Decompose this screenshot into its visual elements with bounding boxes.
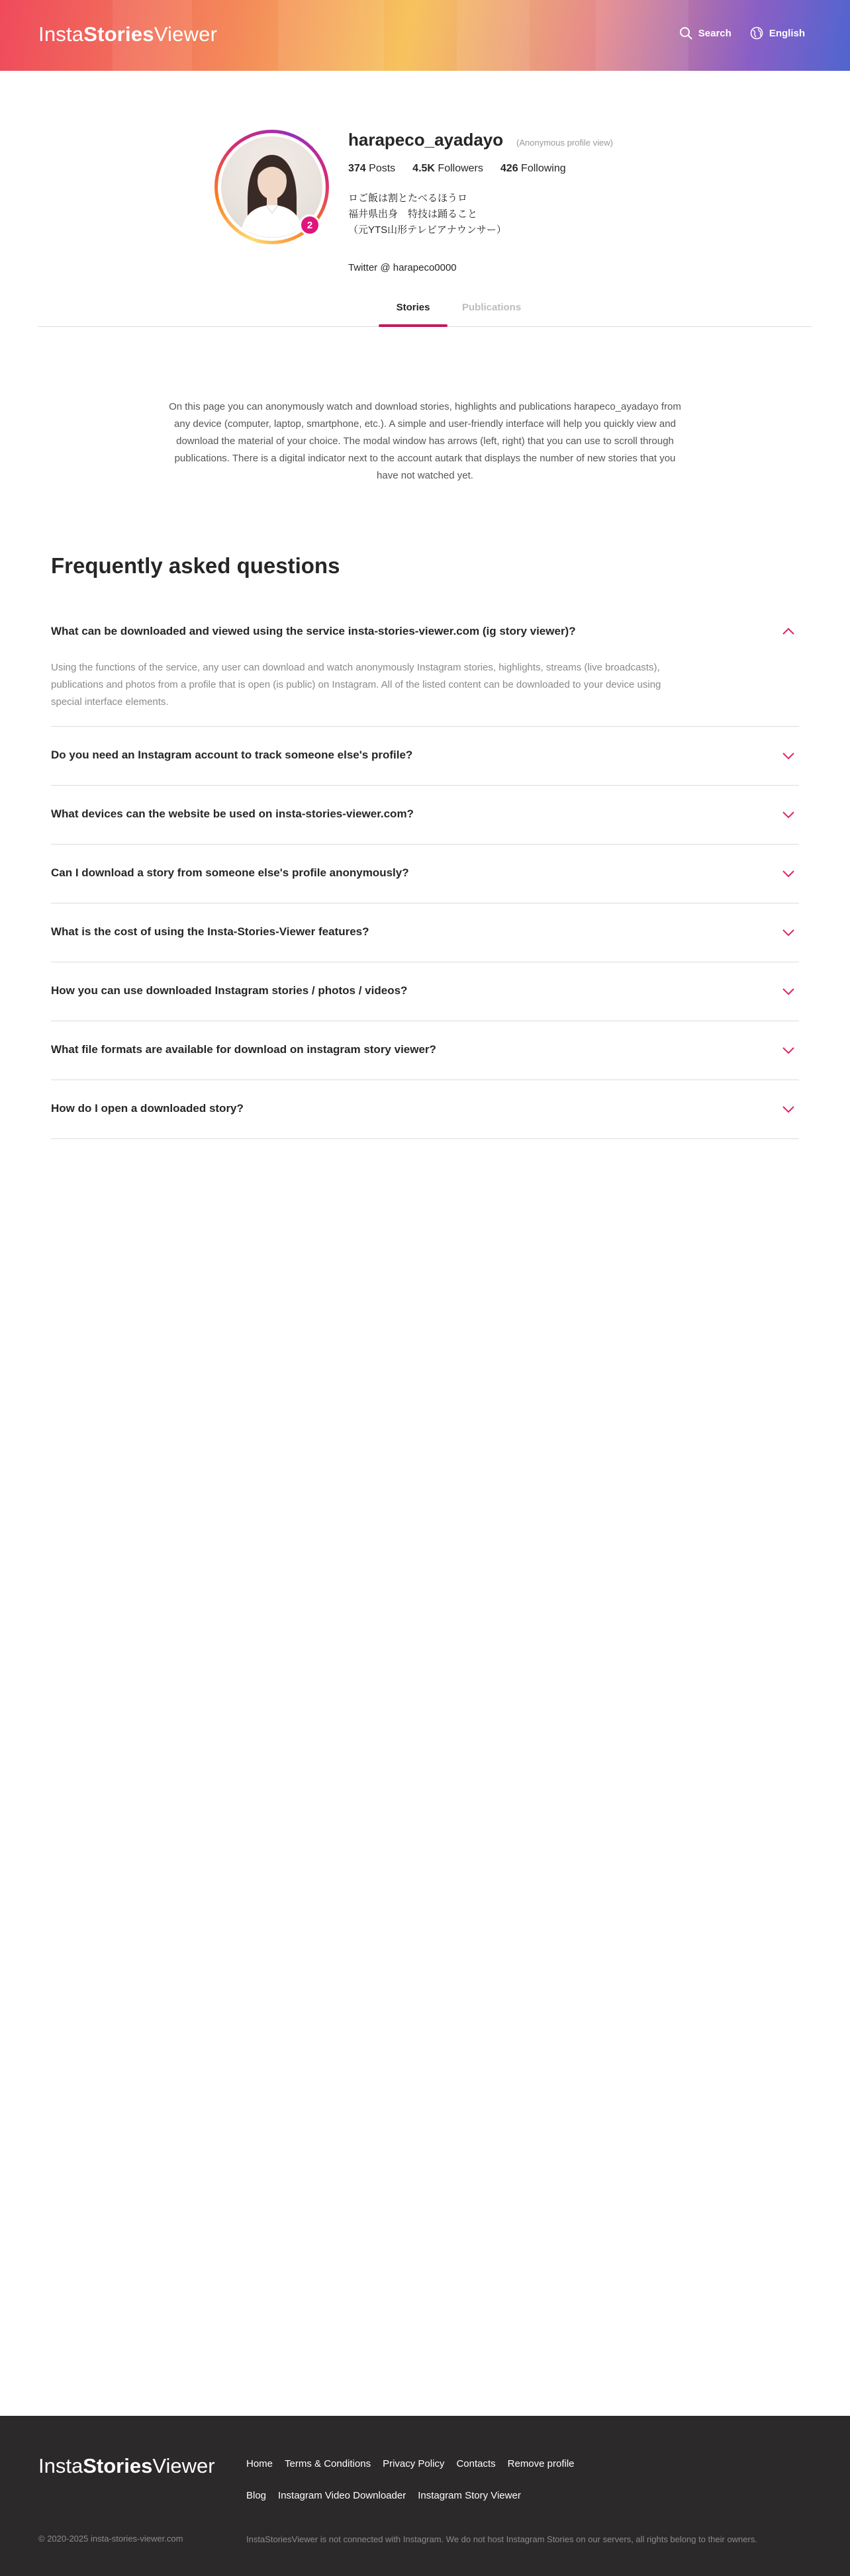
anonymous-view-note: (Anonymous profile view) (516, 138, 613, 148)
footer-link-terms[interactable]: Terms & Conditions (285, 2458, 371, 2469)
followers-count: 4.5K (412, 163, 435, 174)
chevron-up-icon[interactable] (782, 627, 795, 635)
logo-part-insta: Insta (38, 2454, 83, 2477)
profile-stats (348, 163, 566, 175)
logo-part-stories: Stories (83, 2454, 153, 2477)
tab-stories[interactable]: Stories (396, 302, 430, 313)
footer-link-video-downloader[interactable]: Instagram Video Downloader (278, 2490, 406, 2501)
footer-link-home[interactable]: Home (246, 2458, 273, 2469)
chevron-down-icon[interactable] (782, 811, 795, 819)
faq-question[interactable]: What can be downloaded and viewed using the service insta-stories-viewer.com (ig story viewer)? (51, 625, 576, 637)
chevron-down-icon[interactable] (782, 1046, 795, 1054)
site-footer (0, 2416, 850, 2576)
posts-count: 374 (348, 163, 366, 174)
logo-part-viewer: Viewer (154, 23, 218, 46)
profile-tabs (38, 297, 812, 327)
profile-username: harapeco_ayadayo (348, 130, 504, 150)
copyright: © 2020-2025 insta-stories-viewer.com (38, 2534, 183, 2544)
active-tab-indicator (379, 324, 448, 327)
faq-question[interactable]: Do you need an Instagram account to track someone else's profile? (51, 749, 413, 761)
posts-label: Posts (369, 163, 396, 174)
globe-icon (750, 26, 763, 40)
faq-question[interactable]: How do I open a downloaded story? (51, 1102, 244, 1115)
chevron-down-icon[interactable] (782, 752, 795, 760)
bio-line: （元YTS山形テレビアナウンサー） (348, 224, 506, 236)
following-count: 426 (500, 163, 518, 174)
bio-line: 福井県出身 特技は踊ること (348, 208, 478, 220)
followers-label: Followers (438, 163, 483, 174)
header-nav (679, 26, 805, 40)
posts-stat (348, 163, 395, 175)
footer-link-remove-profile[interactable]: Remove profile (507, 2458, 575, 2469)
bio-line: ロご飯は割とたべるほうロ (348, 193, 468, 204)
faq-item (51, 786, 799, 845)
faq-item (51, 1080, 799, 1139)
faq-item (51, 962, 799, 1021)
faq-title: Frequently asked questions (51, 553, 340, 578)
following-stat (500, 163, 566, 175)
faq-item (51, 903, 799, 962)
footer-links-secondary (246, 2490, 521, 2501)
footer-link-story-viewer[interactable]: Instagram Story Viewer (418, 2490, 521, 2501)
chevron-down-icon[interactable] (782, 988, 795, 995)
faq-question[interactable]: Can I download a story from someone else's profile anonymously? (51, 866, 409, 879)
footer-link-privacy[interactable]: Privacy Policy (383, 2458, 445, 2469)
faq-item (51, 845, 799, 903)
profile-bio (348, 191, 506, 238)
search-icon (679, 26, 692, 40)
header-decoration (596, 0, 688, 71)
search-button[interactable] (679, 26, 732, 40)
language-selector[interactable] (750, 26, 805, 40)
chevron-down-icon[interactable] (782, 1105, 795, 1113)
header-decoration (278, 0, 384, 71)
chevron-down-icon[interactable] (782, 870, 795, 878)
followers-stat (412, 163, 483, 175)
logo-part-viewer: Viewer (152, 2454, 215, 2477)
page-description: On this page you can anonymously watch and download stories, highlights and publications harapeco_ayadayo from any device (computer, laptop, smartphone, etc.). A simple and user-friendly interface will help you quickly view and download the material of your choice. The modal window has arrows (left, right) that you can use to scroll through publications. There is a digital indicator next to the account autark that displays the number of new stories that you have not watched yet. (169, 401, 681, 481)
faq-question[interactable]: What devices can the website be used on insta-stories-viewer.com? (51, 807, 414, 820)
header-decoration (457, 0, 530, 71)
language-label: English (769, 27, 805, 39)
tab-publications[interactable]: Publications (462, 302, 522, 313)
faq-item (51, 622, 799, 727)
new-stories-badge: 2 (299, 214, 320, 236)
faq-item (51, 727, 799, 786)
footer-link-contacts[interactable]: Contacts (456, 2458, 496, 2469)
faq-answer: Using the functions of the service, any user can download and watch anonymously Instagram stories, highlights, streams (live broadcasts), publications and photos from a profile that is open (is public) on Instagram. All of the listed content can be downloaded to your device using special interface elements. (51, 662, 661, 708)
footer-links-primary (246, 2458, 575, 2469)
faq-question[interactable]: How you can use downloaded Instagram stories / photos / videos? (51, 984, 408, 997)
footer-logo[interactable] (38, 2454, 215, 2478)
search-label: Search (698, 27, 732, 39)
footer-disclaimer: InstaStoriesViewer is not connected with Instagram. We do not host Instagram Stories on our servers, all rights belong to their owners. (246, 2534, 757, 2544)
faq-item (51, 1021, 799, 1080)
logo-part-insta: Insta (38, 23, 84, 46)
faq-question[interactable]: What is the cost of using the Insta-Stories-Viewer features? (51, 925, 369, 938)
site-logo[interactable] (38, 23, 217, 46)
profile-twitter: Twitter @ harapeco0000 (348, 262, 457, 273)
faq-question[interactable]: What file formats are available for download on instagram story viewer? (51, 1043, 436, 1056)
logo-part-stories: Stories (83, 23, 154, 46)
site-header (0, 0, 850, 71)
footer-link-blog[interactable]: Blog (246, 2490, 267, 2501)
following-label: Following (521, 163, 566, 174)
chevron-down-icon[interactable] (782, 929, 795, 937)
